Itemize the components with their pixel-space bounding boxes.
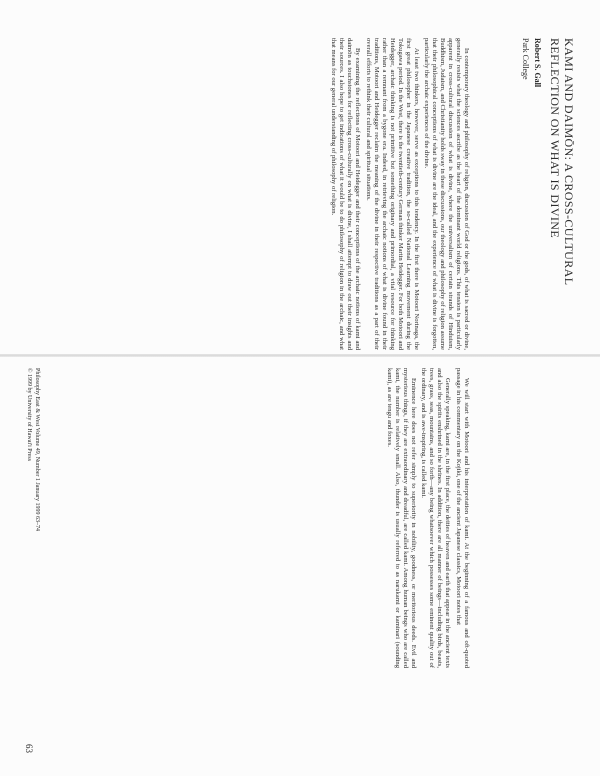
body-text-right bbox=[382, 368, 470, 668]
paragraph: We will start with Motoori and his interpretation of kami. At the beginning of a famous and oft-quoted passage in his commentary on the Kojiki, one of the ancient Japanese classics, Motoori notes that bbox=[455, 368, 470, 668]
journal-citation: Philosophy East & West Volume 49, Number 1 January 1999 63–74 bbox=[34, 368, 40, 532]
block-quote: Eminence here does not refer simply to superiority in nobility, goodness, or meritorious deeds. Evil and mysterious things, if they are extraordinary and dreadful, are called kami. Among human beings who are called kami, the number is relatively small. Also, thunder is usually referred to as narukami or kaminari (sounding kami), as are tengu and foxes. bbox=[385, 368, 417, 668]
paragraph: In contemporary theology and philosophy of religion, discussion of God or the gods, of what is sacred or divine, generally resists what the sciences ascribe as the heart of the dominant world religions. This tension is particularly apparent in cross-cultural discussion of what is divine, where the universalism of certain strands of Hinduism, Buddhism, Judaism, and Christianity holds sway in these discussions, our theology and philosophy of religion assume that their philosophical conceptions of what is divine are the ideal, and the experience of what is divine is forgotten, particularly the archaic experiences of the divine. bbox=[423, 38, 470, 350]
journal-footer bbox=[24, 368, 40, 698]
paragraph: By examining the reflections of Motoori and Heidegger and their conceptions of the archaic notions of kami and daimōn as touchstones for reflecting cross-culturally on what is divine, I shall attempt to draw out their insights and their sources. I also hope to get indications of what it would be to do philosophy of religion in the archaic, and what that means for our general understanding of philosophy of religion. bbox=[330, 38, 362, 350]
block-quote: Generally speaking, kami are, in the first place, the deities of heaven and earth that appear in the ancient texts and also the spirits enshrined in the shrines. In addition, there are all manner of beings—including birds, beasts, trees, grass, seas, mountains, and so forth—any being whatsoever which possesses some eminent quality out of the ordinary, and is awe-inspiring, is called kami. bbox=[420, 368, 452, 668]
author-affiliation: Park College bbox=[521, 38, 530, 80]
copyright-notice: © 1999 by University of Hawai'i Press bbox=[26, 368, 33, 461]
article-title-line-2: REFLECTION ON WHAT IS DIVINE bbox=[547, 38, 562, 239]
body-text-left bbox=[327, 38, 470, 350]
paragraph: At least two thinkers, however, serve as exceptions to this tendency. In the first there is Motoori Norinaga, the first great philosopher in the Japanese creative tradition, the so-called National Learning movement during the Tokugawa period. In the West, there is the twentieth-century German thinker Martin Heidegger. For both Motoori and Heidegger, archaic thinking is not primitive but something originary and primordial, a vital resource for thinking rather than a remnant from a bygone era. Indeed, in retrieving the archaic notions of what is divine found in their traditions, Motoori and Heidegger reclaim the meaning of the divine in their respective traditions as a part of their overall efforts to rethink their cultural and spiritual situations. bbox=[365, 38, 420, 350]
page-fold-line bbox=[0, 354, 600, 357]
page-number: 63 bbox=[24, 744, 34, 753]
article-title-line-1: KAMI AND DAIMŌN: A CROSS-CULTURAL bbox=[562, 38, 576, 286]
author-name: Robert S. Gall bbox=[533, 38, 542, 88]
article-title bbox=[547, 38, 576, 358]
